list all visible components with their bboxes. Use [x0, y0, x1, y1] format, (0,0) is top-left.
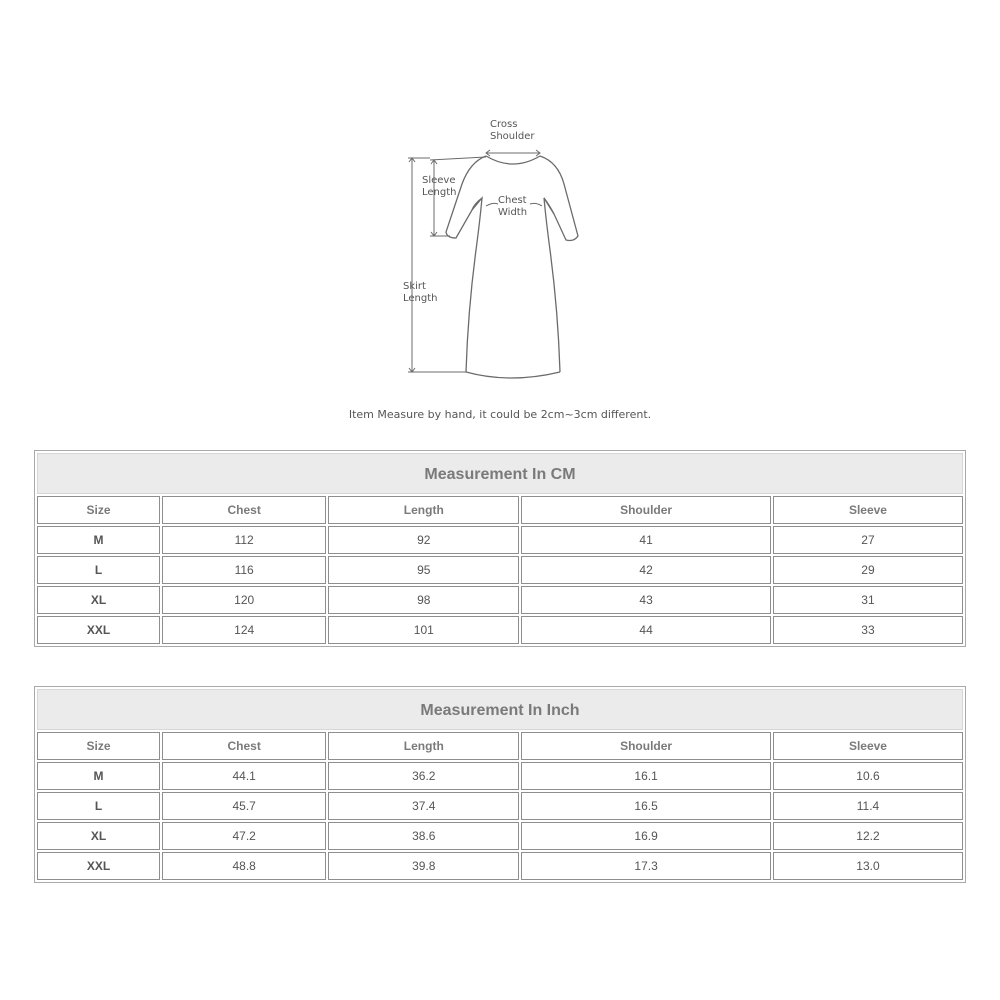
- size-table: [35, 730, 965, 882]
- header-shoulder: Shoulder: [521, 732, 771, 760]
- sleeve-cell: 12.2: [773, 822, 963, 850]
- length-cell: 37.4: [328, 792, 519, 820]
- sleeve-length-label-line2: Length: [422, 187, 457, 198]
- table-row: [37, 526, 963, 554]
- sleeve-length-label: [422, 175, 457, 199]
- length-cell: 95: [328, 556, 519, 584]
- skirt-length-label-line2: Length: [403, 293, 438, 304]
- cross-shoulder-label-line2: Shoulder: [490, 131, 535, 142]
- size-cell: L: [37, 556, 160, 584]
- measurement-note: Item Measure by hand, it could be 2cm~3cm different.: [348, 408, 652, 421]
- length-cell: 98: [328, 586, 519, 614]
- header-size: Size: [37, 732, 160, 760]
- size-cell: M: [37, 762, 160, 790]
- length-cell: 92: [328, 526, 519, 554]
- shoulder-cell: 16.9: [521, 822, 771, 850]
- length-cell: 39.8: [328, 852, 519, 880]
- chest-width-label-line1: Chest: [498, 195, 527, 206]
- header-chest: Chest: [162, 732, 326, 760]
- size-cell: XXL: [37, 616, 160, 644]
- dress-measurement-diagram: [390, 110, 600, 390]
- sleeve-cell: 13.0: [773, 852, 963, 880]
- table-title: Measurement In CM: [37, 453, 963, 494]
- chest-width-label: [498, 195, 527, 219]
- sleeve-cell: 29: [773, 556, 963, 584]
- header-shoulder: Shoulder: [521, 496, 771, 524]
- cross-shoulder-label: [490, 119, 535, 143]
- size-table: [35, 494, 965, 646]
- dress-outline-icon: [390, 110, 600, 390]
- sleeve-cell: 33: [773, 616, 963, 644]
- chest-cell: 48.8: [162, 852, 326, 880]
- size-cell: XL: [37, 822, 160, 850]
- size-cell: L: [37, 792, 160, 820]
- table-row: [37, 792, 963, 820]
- sleeve-cell: 10.6: [773, 762, 963, 790]
- shoulder-cell: 43: [521, 586, 771, 614]
- length-cell: 38.6: [328, 822, 519, 850]
- measurement-table-inch: [34, 686, 966, 883]
- chest-cell: 112: [162, 526, 326, 554]
- shoulder-cell: 44: [521, 616, 771, 644]
- chest-cell: 116: [162, 556, 326, 584]
- shoulder-cell: 41: [521, 526, 771, 554]
- chest-cell: 47.2: [162, 822, 326, 850]
- skirt-length-label-line1: Skirt: [403, 281, 426, 292]
- chest-cell: 45.7: [162, 792, 326, 820]
- sleeve-length-label-line1: Sleeve: [422, 175, 456, 186]
- table-row: [37, 556, 963, 584]
- table-row: [37, 762, 963, 790]
- header-sleeve: Sleeve: [773, 732, 963, 760]
- size-cell: M: [37, 526, 160, 554]
- skirt-length-label: [403, 281, 438, 305]
- header-chest: Chest: [162, 496, 326, 524]
- size-cell: XL: [37, 586, 160, 614]
- header-length: Length: [328, 732, 519, 760]
- shoulder-cell: 16.5: [521, 792, 771, 820]
- measurement-table-cm: [34, 450, 966, 647]
- chest-cell: 124: [162, 616, 326, 644]
- chest-cell: 120: [162, 586, 326, 614]
- table-header-row: [37, 732, 963, 760]
- table-header-row: [37, 496, 963, 524]
- header-length: Length: [328, 496, 519, 524]
- shoulder-cell: 42: [521, 556, 771, 584]
- shoulder-cell: 17.3: [521, 852, 771, 880]
- header-size: Size: [37, 496, 160, 524]
- size-cell: XXL: [37, 852, 160, 880]
- header-sleeve: Sleeve: [773, 496, 963, 524]
- length-cell: 101: [328, 616, 519, 644]
- cross-shoulder-label-line1: Cross: [490, 119, 518, 130]
- length-cell: 36.2: [328, 762, 519, 790]
- table-row: [37, 852, 963, 880]
- table-row: [37, 822, 963, 850]
- sleeve-cell: 11.4: [773, 792, 963, 820]
- shoulder-cell: 16.1: [521, 762, 771, 790]
- table-title: Measurement In Inch: [37, 689, 963, 730]
- table-row: [37, 586, 963, 614]
- sleeve-cell: 27: [773, 526, 963, 554]
- chest-cell: 44.1: [162, 762, 326, 790]
- sleeve-cell: 31: [773, 586, 963, 614]
- table-row: [37, 616, 963, 644]
- chest-width-label-line2: Width: [498, 207, 528, 218]
